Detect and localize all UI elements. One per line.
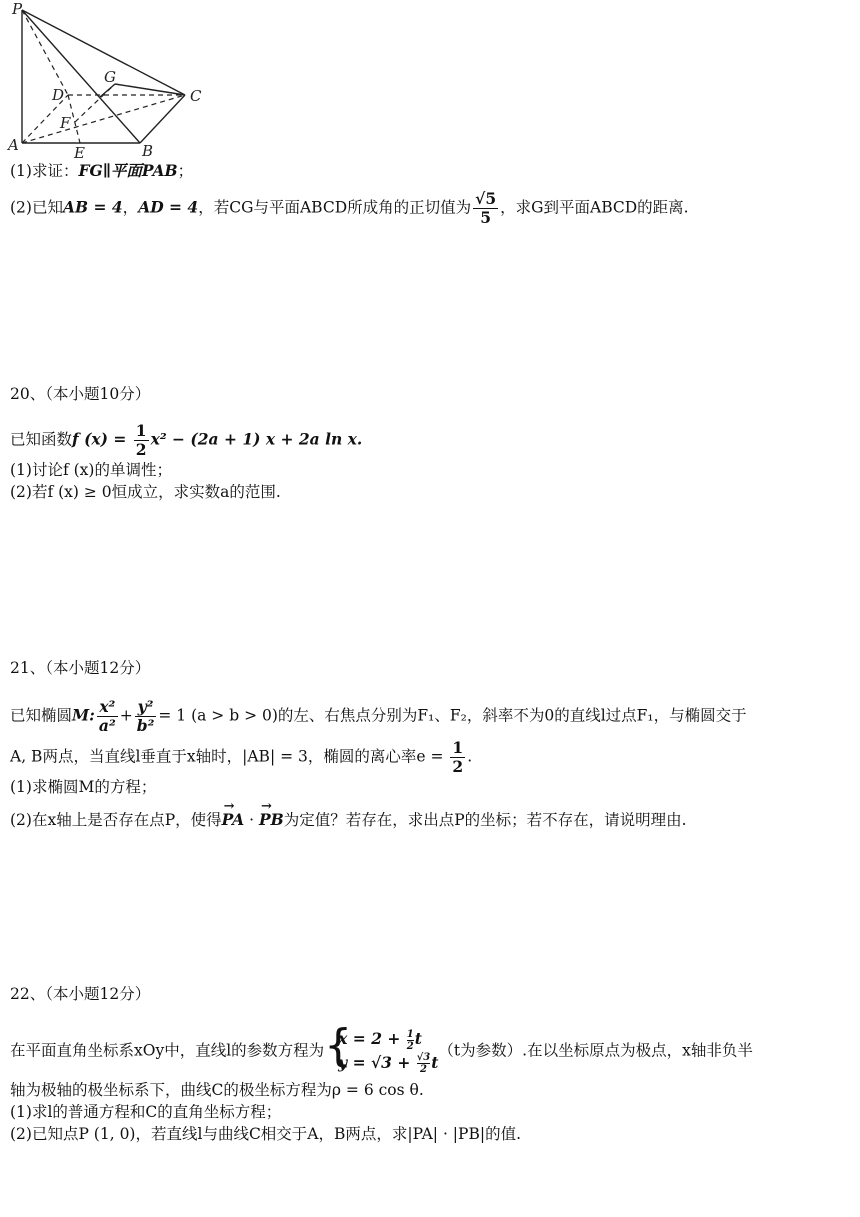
q22-line2: 轴为极轴的极坐标系下，曲线C的极坐标方程为ρ = 6 cos θ. xyxy=(10,1081,424,1099)
q19-fraction: $\frac{√5}{5}$ xyxy=(475,189,497,227)
q19-part1: (1)求证：FG∥平面PAB； xyxy=(10,161,194,180)
edge-FG xyxy=(75,84,115,122)
q21-part2: (2)在x轴上是否存在点P，使得→ PA · → PB为定值？若存在，求出点P的坐标；若不存在，请说明理由. xyxy=(10,809,687,831)
q22-heading: 22、（本小题12分） xyxy=(10,985,151,1003)
q20-part2: (2)若f (x) ≥ 0恒成立，求实数a的范围. xyxy=(10,483,281,501)
q21-part1: (1)求椭圆M的方程； xyxy=(10,778,157,796)
label-A: A xyxy=(8,136,19,154)
q21-line1: 已知椭圆M: $\frac{\text{x²}}{\text{a²}}$ + $\frac{\text{y²}}{\text{b²}}$ = 1 (a > b > 0)的左、右焦点分别为F₁、F₂，斜率不为0的直线l过点F₁，与椭圆交于 xyxy=(10,697,747,735)
q22-part1: (1)求l的普通方程和C的直角坐标方程； xyxy=(10,1103,282,1121)
label-G: G xyxy=(104,68,116,86)
q19-part2: (2)已知AB = 4，AD = 4，若CG与平面ABCD所成角的正切值为 $\frac{√5}{5}$ ，求G到平面ABCD的距离. xyxy=(10,189,689,227)
q22-part2: (2)已知点P (1, 0)，若直线l与曲线C相交于A，B两点，求|PA| · |PB|的值. xyxy=(10,1125,522,1143)
label-D: D xyxy=(52,86,65,104)
pyramid-figure xyxy=(0,0,215,160)
q21-line2: A, B两点，当直线l垂直于x轴时，|AB| = 3，椭圆的离心率e = $\frac{1}{2}$ . xyxy=(10,738,473,776)
label-P: P xyxy=(12,0,23,18)
parametric-system: { x = 2 + $\frac{1}{2}$ t y = √3 + $\frac{√3}{2}$ t xyxy=(324,1020,439,1075)
q20-fraction: $\frac{1}{2}$ xyxy=(135,421,147,459)
q20-heading: 20、（本小题10分） xyxy=(10,385,151,403)
q20-part1: (1)讨论f (x)的单调性； xyxy=(10,461,172,479)
q20-line1: 已知函数f (x) = $\frac{1}{2}$ x² − (2a + 1) x + 2a ln x. xyxy=(10,421,363,459)
edge-PB xyxy=(22,10,140,143)
q22-line1: 在平面直角坐标系xOy中，直线l的参数方程为 { x = 2 + $\frac{1}{2}$ t y = √3 + $\frac{√3}{2}$ t （t为参数）.在以坐标原点为极点，x轴非负半 xyxy=(10,1020,753,1075)
label-E: E xyxy=(74,144,85,160)
label-B: B xyxy=(142,142,154,160)
q21-heading: 21、（本小题12分） xyxy=(10,659,151,677)
label-F: F xyxy=(60,114,71,132)
label-C: C xyxy=(190,87,202,105)
